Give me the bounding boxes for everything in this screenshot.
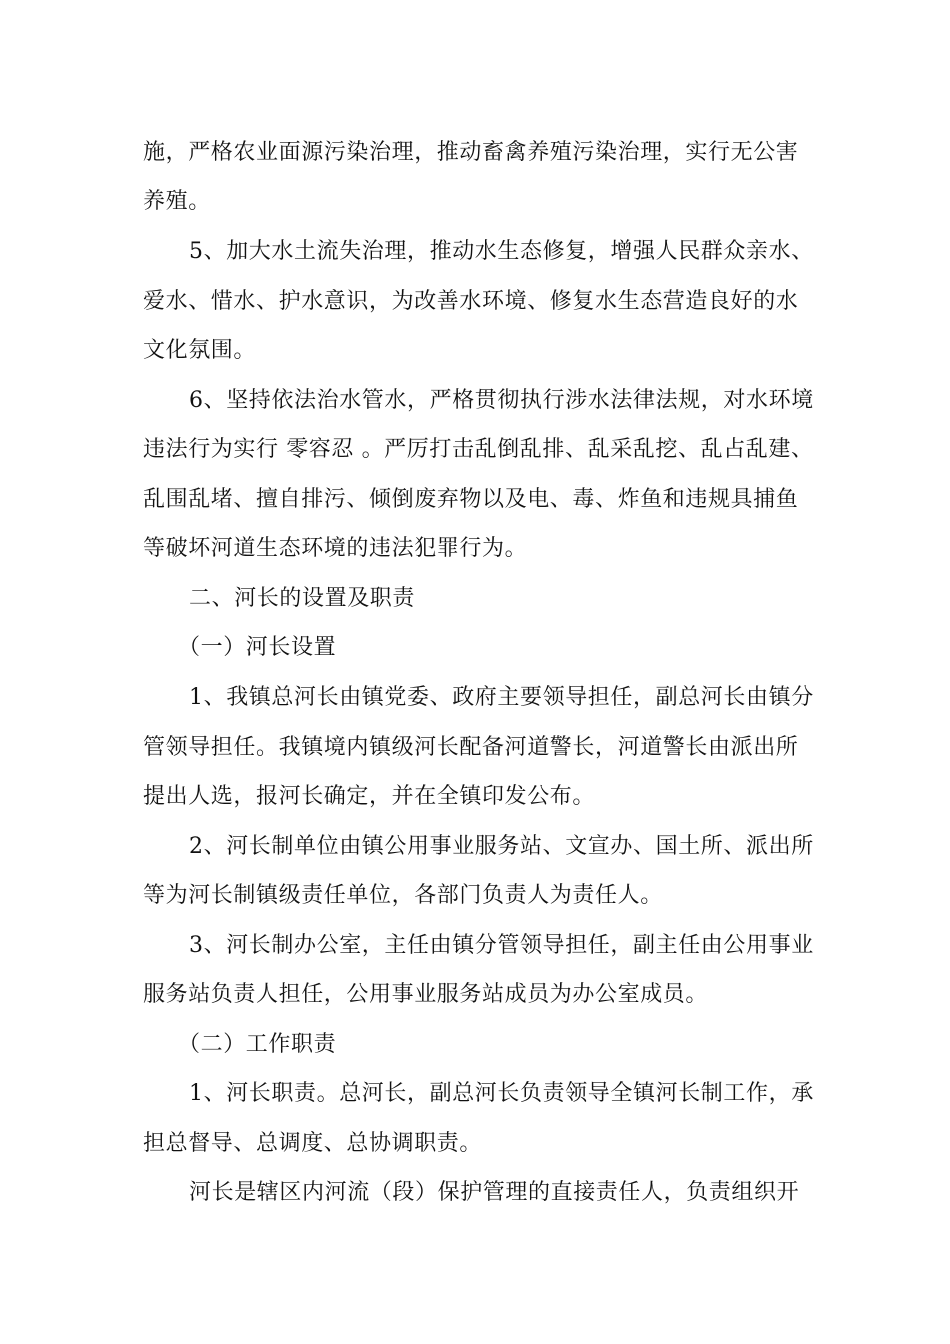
text-line: 等破坏河道生态环境的违法犯罪行为。 — [143, 536, 528, 561]
subsection-heading: （二）工作职责 — [178, 1032, 337, 1057]
text-line: 施，严格农业面源污染治理，推动畜禽养殖污染治理，实行无公害 — [143, 140, 799, 165]
text-line: 养殖。 — [143, 189, 211, 214]
text-line: 3、河长制办公室，主任由镇分管领导担任，副主任由公用事业 — [189, 933, 814, 958]
text-line: 文化氛围。 — [143, 338, 257, 363]
subsection-heading: （一）河长设置 — [178, 635, 337, 660]
text-line: 5、加大水土流失治理，推动水生态修复，增强人民群众亲水、 — [189, 239, 814, 264]
text-line: 违法行为实行 零容忍 。严厉打击乱倒乱排、乱采乱挖、乱占乱建、 — [143, 437, 814, 462]
text-line: 管领导担任。我镇境内镇级河长配备河道警长，河道警长由派出所 — [143, 735, 799, 760]
section-heading: 二、河长的设置及职责 — [189, 586, 416, 611]
text-line: 2、河长制单位由镇公用事业服务站、文宣办、国土所、派出所 — [189, 834, 814, 859]
text-line: 担总督导、总调度、总协调职责。 — [143, 1131, 483, 1156]
text-line: 1、我镇总河长由镇党委、政府主要领导担任，副总河长由镇分 — [189, 685, 814, 710]
text-line: 爱水、惜水、护水意识，为改善水环境、修复水生态营造良好的水 — [143, 289, 799, 314]
text-line: 1、河长职责。总河长，副总河长负责领导全镇河长制工作，承 — [189, 1081, 814, 1106]
text-line: 服务站负责人担任，公用事业服务站成员为办公室成员。 — [143, 982, 709, 1007]
text-line: 6、坚持依法治水管水，严格贯彻执行涉水法律法规，对水环境 — [189, 388, 814, 413]
text-line: 等为河长制镇级责任单位，各部门负责人为责任人。 — [143, 883, 663, 908]
text-line: 提出人选，报河长确定，并在全镇印发公布。 — [143, 784, 596, 809]
text-line: 乱围乱堵、擅自排污、倾倒废弃物以及电、毒、炸鱼和违规具捕鱼 — [143, 487, 799, 512]
text-line: 河长是辖区内河流（段）保护管理的直接责任人，负责组织开 — [189, 1180, 800, 1205]
